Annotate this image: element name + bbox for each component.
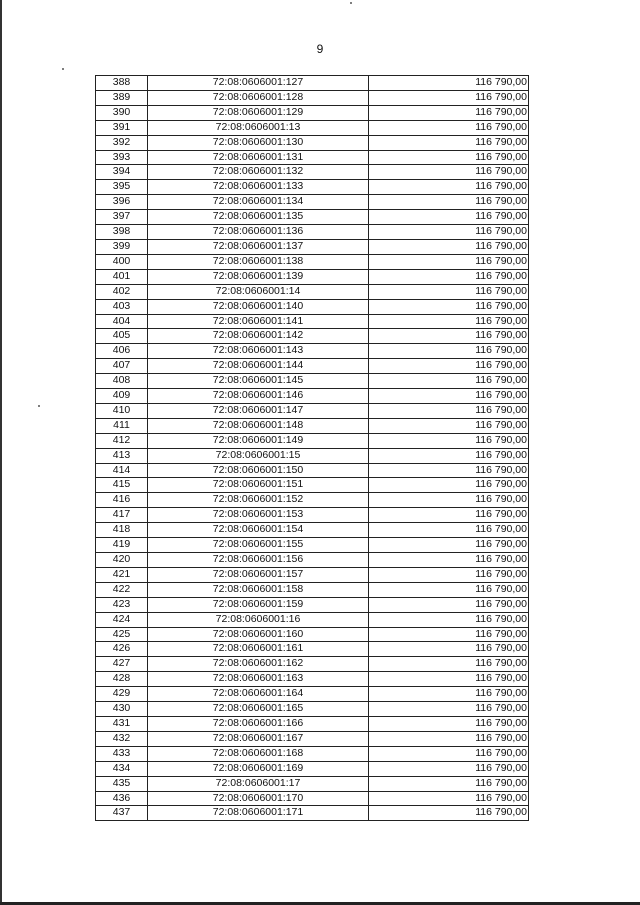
cadastral-number: 72:08:0606001:137 (148, 239, 369, 254)
scan-mark (38, 405, 40, 407)
amount-value: 116 790,00 (369, 254, 529, 269)
row-number: 437 (96, 806, 148, 821)
cadastral-number: 72:08:0606001:16 (148, 612, 369, 627)
cadastral-number: 72:08:0606001:136 (148, 225, 369, 240)
row-number: 399 (96, 239, 148, 254)
amount-value: 116 790,00 (369, 806, 529, 821)
cadastral-number: 72:08:0606001:144 (148, 359, 369, 374)
amount-value: 116 790,00 (369, 567, 529, 582)
amount-value: 116 790,00 (369, 761, 529, 776)
row-number: 422 (96, 582, 148, 597)
table-row (96, 314, 529, 329)
row-number: 432 (96, 731, 148, 746)
cadastral-number: 72:08:0606001:170 (148, 791, 369, 806)
amount-value: 116 790,00 (369, 627, 529, 642)
row-number: 400 (96, 254, 148, 269)
cadastral-number: 72:08:0606001:158 (148, 582, 369, 597)
cadastral-number: 72:08:0606001:128 (148, 90, 369, 105)
cadastral-number: 72:08:0606001:133 (148, 180, 369, 195)
amount-value: 116 790,00 (369, 195, 529, 210)
cadastral-number: 72:08:0606001:164 (148, 687, 369, 702)
row-number: 389 (96, 90, 148, 105)
table-row (96, 567, 529, 582)
amount-value: 116 790,00 (369, 523, 529, 538)
row-number: 421 (96, 567, 148, 582)
amount-value: 116 790,00 (369, 299, 529, 314)
cadastral-number: 72:08:0606001:138 (148, 254, 369, 269)
row-number: 394 (96, 165, 148, 180)
cadastral-number: 72:08:0606001:134 (148, 195, 369, 210)
amount-value: 116 790,00 (369, 150, 529, 165)
row-number: 423 (96, 597, 148, 612)
cadastral-number: 72:08:0606001:148 (148, 418, 369, 433)
row-number: 418 (96, 523, 148, 538)
row-number: 411 (96, 418, 148, 433)
table-row (96, 359, 529, 374)
amount-value: 116 790,00 (369, 135, 529, 150)
row-number: 413 (96, 448, 148, 463)
cadastral-number: 72:08:0606001:127 (148, 76, 369, 91)
amount-value: 116 790,00 (369, 687, 529, 702)
amount-value: 116 790,00 (369, 508, 529, 523)
amount-value: 116 790,00 (369, 418, 529, 433)
amount-value: 116 790,00 (369, 210, 529, 225)
amount-value: 116 790,00 (369, 612, 529, 627)
row-number: 428 (96, 672, 148, 687)
row-number: 417 (96, 508, 148, 523)
table-row (96, 210, 529, 225)
table-row (96, 702, 529, 717)
table-row (96, 195, 529, 210)
cadastral-number: 72:08:0606001:131 (148, 150, 369, 165)
amount-value: 116 790,00 (369, 448, 529, 463)
cadastral-number: 72:08:0606001:14 (148, 284, 369, 299)
table-row (96, 344, 529, 359)
row-number: 416 (96, 493, 148, 508)
amount-value: 116 790,00 (369, 374, 529, 389)
row-number: 435 (96, 776, 148, 791)
amount-value: 116 790,00 (369, 716, 529, 731)
amount-value: 116 790,00 (369, 165, 529, 180)
cadastral-number: 72:08:0606001:151 (148, 478, 369, 493)
amount-value: 116 790,00 (369, 344, 529, 359)
row-number: 415 (96, 478, 148, 493)
amount-value: 116 790,00 (369, 269, 529, 284)
table-row (96, 716, 529, 731)
table-row (96, 627, 529, 642)
cadastral-number: 72:08:0606001:155 (148, 538, 369, 553)
cadastral-number: 72:08:0606001:141 (148, 314, 369, 329)
cadastral-number: 72:08:0606001:162 (148, 657, 369, 672)
row-number: 397 (96, 210, 148, 225)
amount-value: 116 790,00 (369, 538, 529, 553)
amount-value: 116 790,00 (369, 180, 529, 195)
cadastral-number: 72:08:0606001:154 (148, 523, 369, 538)
amount-value: 116 790,00 (369, 329, 529, 344)
amount-value: 116 790,00 (369, 225, 529, 240)
row-number: 429 (96, 687, 148, 702)
row-number: 427 (96, 657, 148, 672)
row-number: 419 (96, 538, 148, 553)
row-number: 392 (96, 135, 148, 150)
cadastral-number: 72:08:0606001:145 (148, 374, 369, 389)
cadastral-number: 72:08:0606001:139 (148, 269, 369, 284)
table-row (96, 225, 529, 240)
cadastral-number: 72:08:0606001:143 (148, 344, 369, 359)
amount-value: 116 790,00 (369, 463, 529, 478)
cadastral-number: 72:08:0606001:15 (148, 448, 369, 463)
amount-value: 116 790,00 (369, 642, 529, 657)
row-number: 409 (96, 389, 148, 404)
table-row (96, 180, 529, 195)
cadastral-number: 72:08:0606001:13 (148, 120, 369, 135)
amount-value: 116 790,00 (369, 105, 529, 120)
amount-value: 116 790,00 (369, 657, 529, 672)
table-row (96, 523, 529, 538)
table-row (96, 403, 529, 418)
row-number: 424 (96, 612, 148, 627)
table-row (96, 553, 529, 568)
amount-value: 116 790,00 (369, 120, 529, 135)
table-row (96, 120, 529, 135)
cadastral-number: 72:08:0606001:161 (148, 642, 369, 657)
table-row (96, 374, 529, 389)
cadastral-number: 72:08:0606001:142 (148, 329, 369, 344)
row-number: 395 (96, 180, 148, 195)
row-number: 431 (96, 716, 148, 731)
amount-value: 116 790,00 (369, 746, 529, 761)
amount-value: 116 790,00 (369, 702, 529, 717)
table-row (96, 746, 529, 761)
cadastral-number: 72:08:0606001:17 (148, 776, 369, 791)
table-row (96, 672, 529, 687)
scan-mark (62, 68, 64, 70)
row-number: 430 (96, 702, 148, 717)
amount-value: 116 790,00 (369, 493, 529, 508)
table-row (96, 105, 529, 120)
table-row (96, 254, 529, 269)
row-number: 393 (96, 150, 148, 165)
table-row (96, 731, 529, 746)
cadastral-number: 72:08:0606001:150 (148, 463, 369, 478)
table-row (96, 269, 529, 284)
cadastral-number: 72:08:0606001:130 (148, 135, 369, 150)
cadastral-number: 72:08:0606001:166 (148, 716, 369, 731)
row-number: 434 (96, 761, 148, 776)
table-row (96, 90, 529, 105)
row-number: 433 (96, 746, 148, 761)
cadastral-number: 72:08:0606001:169 (148, 761, 369, 776)
scan-mark (350, 2, 352, 4)
amount-value: 116 790,00 (369, 433, 529, 448)
table-row (96, 508, 529, 523)
cadastral-number: 72:08:0606001:135 (148, 210, 369, 225)
cadastral-number: 72:08:0606001:165 (148, 702, 369, 717)
parcel-table-body (96, 76, 529, 821)
table-row (96, 448, 529, 463)
table-row (96, 76, 529, 91)
table-row (96, 165, 529, 180)
cadastral-number: 72:08:0606001:168 (148, 746, 369, 761)
row-number: 414 (96, 463, 148, 478)
amount-value: 116 790,00 (369, 359, 529, 374)
cadastral-number: 72:08:0606001:140 (148, 299, 369, 314)
row-number: 426 (96, 642, 148, 657)
amount-value: 116 790,00 (369, 314, 529, 329)
row-number: 402 (96, 284, 148, 299)
table-row (96, 478, 529, 493)
amount-value: 116 790,00 (369, 284, 529, 299)
table-row (96, 806, 529, 821)
row-number: 408 (96, 374, 148, 389)
cadastral-number: 72:08:0606001:156 (148, 553, 369, 568)
cadastral-number: 72:08:0606001:171 (148, 806, 369, 821)
cadastral-number: 72:08:0606001:129 (148, 105, 369, 120)
amount-value: 116 790,00 (369, 478, 529, 493)
amount-value: 116 790,00 (369, 597, 529, 612)
cadastral-number: 72:08:0606001:132 (148, 165, 369, 180)
row-number: 390 (96, 105, 148, 120)
table-row (96, 642, 529, 657)
cadastral-number: 72:08:0606001:147 (148, 403, 369, 418)
amount-value: 116 790,00 (369, 76, 529, 91)
row-number: 420 (96, 553, 148, 568)
row-number: 404 (96, 314, 148, 329)
cadastral-number: 72:08:0606001:149 (148, 433, 369, 448)
row-number: 407 (96, 359, 148, 374)
cadastral-number: 72:08:0606001:163 (148, 672, 369, 687)
row-number: 403 (96, 299, 148, 314)
row-number: 425 (96, 627, 148, 642)
table-row (96, 329, 529, 344)
amount-value: 116 790,00 (369, 90, 529, 105)
row-number: 388 (96, 76, 148, 91)
table-row (96, 776, 529, 791)
row-number: 406 (96, 344, 148, 359)
table-row (96, 791, 529, 806)
table-row (96, 389, 529, 404)
amount-value: 116 790,00 (369, 403, 529, 418)
amount-value: 116 790,00 (369, 239, 529, 254)
cadastral-number: 72:08:0606001:159 (148, 597, 369, 612)
page-number: 9 (316, 42, 324, 56)
amount-value: 116 790,00 (369, 776, 529, 791)
table-row (96, 597, 529, 612)
cadastral-number: 72:08:0606001:152 (148, 493, 369, 508)
cadastral-number: 72:08:0606001:167 (148, 731, 369, 746)
amount-value: 116 790,00 (369, 731, 529, 746)
amount-value: 116 790,00 (369, 553, 529, 568)
row-number: 410 (96, 403, 148, 418)
table-row (96, 538, 529, 553)
cadastral-number: 72:08:0606001:160 (148, 627, 369, 642)
table-row (96, 284, 529, 299)
row-number: 401 (96, 269, 148, 284)
table-row (96, 150, 529, 165)
cadastral-number: 72:08:0606001:153 (148, 508, 369, 523)
scan-edge-left (0, 0, 2, 905)
cadastral-number: 72:08:0606001:146 (148, 389, 369, 404)
amount-value: 116 790,00 (369, 582, 529, 597)
amount-value: 116 790,00 (369, 389, 529, 404)
table-row (96, 612, 529, 627)
table-row (96, 657, 529, 672)
row-number: 405 (96, 329, 148, 344)
parcel-table (95, 75, 529, 821)
table-row (96, 687, 529, 702)
cadastral-number: 72:08:0606001:157 (148, 567, 369, 582)
table-row (96, 299, 529, 314)
row-number: 398 (96, 225, 148, 240)
table-row (96, 135, 529, 150)
table-row (96, 239, 529, 254)
row-number: 396 (96, 195, 148, 210)
row-number: 412 (96, 433, 148, 448)
amount-value: 116 790,00 (369, 791, 529, 806)
row-number: 436 (96, 791, 148, 806)
table-row (96, 493, 529, 508)
table-row (96, 433, 529, 448)
amount-value: 116 790,00 (369, 672, 529, 687)
table-row (96, 761, 529, 776)
table-row (96, 418, 529, 433)
table-row (96, 582, 529, 597)
row-number: 391 (96, 120, 148, 135)
table-row (96, 463, 529, 478)
